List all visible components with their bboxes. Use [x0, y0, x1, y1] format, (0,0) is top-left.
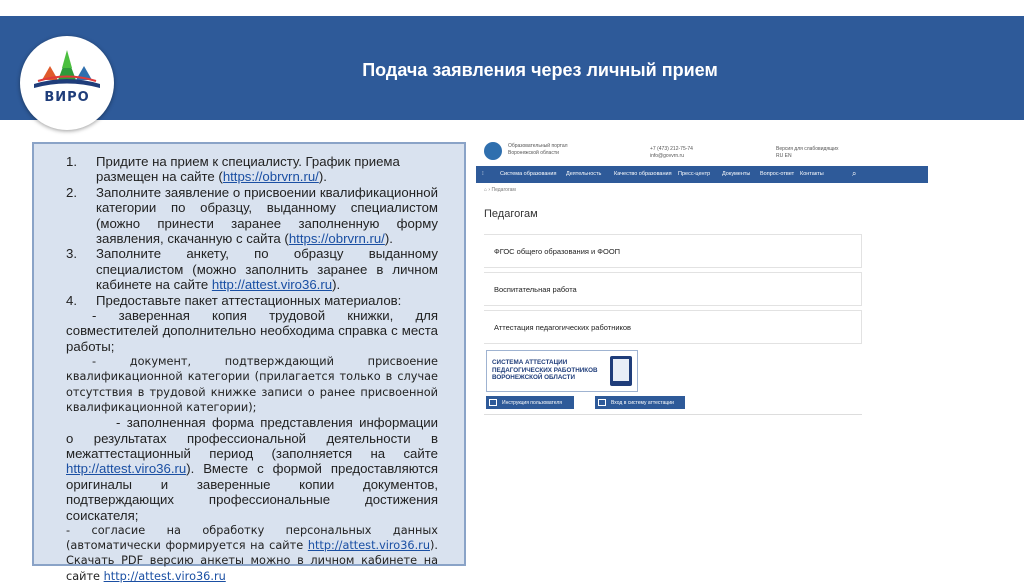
nav-item[interactable]: Документы	[722, 171, 751, 177]
page-title: Подача заявления через личный прием	[362, 60, 718, 80]
search-icon[interactable]: ⌕	[852, 169, 857, 178]
list-item	[34, 246, 468, 292]
accessibility-link[interactable]: Версия для слабовидящих	[776, 146, 839, 152]
nav-item[interactable]: Качество образования	[614, 171, 672, 177]
document-icon	[489, 399, 497, 406]
obrvrn-link[interactable]: https://obrvrn.ru/	[222, 169, 319, 185]
site-email: info@govvrn.ru	[650, 153, 684, 159]
instructions-panel	[32, 142, 466, 583]
sub-item-category-doc: - документ, подтверждающий присвоение квалификационной категории (прилагается только в случае отсутствия в трудовой книжке записи о ранее присвоенной квалификационной категории);	[66, 355, 438, 414]
nav-item[interactable]: Вопрос-ответ	[760, 171, 795, 177]
card-upbringing[interactable]	[484, 272, 862, 306]
card-attestation[interactable]	[484, 310, 862, 344]
nav-item[interactable]: Контакты	[800, 171, 824, 177]
card-label: ФГОС общего образования и ФООП	[494, 247, 621, 256]
item-text: Заполните заявление о присвоении квалификационной категории по образцу, выданному специалистом (можно принести заранее заполненную форму заявления, скачанную с сайта (	[96, 184, 438, 247]
item-text-end: ).	[318, 169, 327, 185]
item-number: 3.	[66, 246, 77, 262]
menu-icon[interactable]: ⁝	[482, 171, 484, 177]
item-number: 1.	[66, 154, 77, 169]
sub-text: - согласие на обработку персональных данных (автоматически формируется на сайте	[66, 523, 438, 553]
item-number: 2.	[66, 184, 77, 200]
login-icon	[598, 399, 606, 406]
instructions-list	[34, 154, 468, 584]
viro-logo	[20, 36, 114, 130]
obrvrn-link[interactable]: https://obrvrn.ru/	[288, 231, 385, 247]
list-item	[34, 185, 468, 247]
sub-text: - заполненная форма представления информации о результатах профессиональной деятельности в межаттестационный период (заполняется на сайте	[66, 415, 438, 461]
attest-link[interactable]: http://attest.viro36.ru	[307, 539, 430, 553]
tablet-icon	[609, 355, 633, 387]
sub-text-mid: ). Скачать PDF версию анкеты можно в личном кабинете на сайте	[66, 539, 438, 583]
nav-item[interactable]: Пресс-центр	[678, 171, 711, 177]
user-guide-button[interactable]	[486, 396, 574, 409]
nav-item[interactable]: Система образования	[500, 171, 557, 177]
header-bar	[0, 16, 1024, 120]
home-icon[interactable]: ⌂	[484, 187, 488, 193]
sub-text-end: ). Вместе с формой предоставляются оригиналы и заверенные копии документов, подтверждающих профессиональные достижения соискателя;	[66, 461, 438, 523]
site-nav	[476, 166, 928, 183]
list-item	[34, 154, 468, 185]
item-number: 4.	[66, 292, 77, 308]
item-text: Заполните анкету, по образцу выданному специалистом (можно заполнить заранее в личном кабинете на сайте	[96, 246, 438, 293]
card-label: Аттестация педагогических работников	[494, 323, 632, 332]
sub-item-work-book: - заверенная копия трудовой книжки, для совместителей дополнительно необходима справка с места работы;	[66, 308, 438, 354]
breadcrumb: ⌂ › Педагогам	[484, 187, 516, 193]
attestation-system-banner[interactable]	[486, 350, 638, 392]
website-screenshot	[476, 134, 928, 424]
site-header	[476, 134, 928, 164]
attest-link-2[interactable]: http://attest.viro36.ru	[103, 569, 226, 583]
item-text: Предоставьте пакет аттестационных материалов:	[96, 292, 402, 308]
divider	[484, 414, 862, 415]
site-phone: +7 (473) 212-75-74	[650, 146, 693, 152]
sub-item-consent	[34, 523, 468, 584]
login-attestation-button[interactable]	[595, 396, 685, 409]
banner-text: СИСТЕМА АТТЕСТАЦИИ ПЕДАГОГИЧЕСКИХ РАБОТНИКОВ ВОРОНЕЖСКОЙ ОБЛАСТИ	[492, 359, 598, 381]
language-switch[interactable]: RU EN	[776, 153, 792, 159]
org-name-1: Образовательный портал	[508, 143, 568, 149]
attest-link[interactable]: http://attest.viro36.ru	[66, 461, 187, 477]
tree-book-icon	[20, 36, 114, 96]
button-label: Вход в систему аттестации	[611, 400, 674, 406]
breadcrumb-current: Педагогам	[491, 187, 516, 193]
logo-text: ВИРО	[44, 90, 90, 105]
button-label: Инструкция пользователя	[502, 400, 562, 406]
item-text: Придите на прием к специалисту. График приема размещен на сайте (	[96, 154, 400, 185]
card-fgos[interactable]	[484, 234, 862, 268]
attest-link[interactable]: http://attest.viro36.ru	[211, 277, 333, 293]
list-item	[34, 293, 468, 308]
item-text-end: ).	[384, 231, 393, 247]
nav-item[interactable]: Деятельность	[566, 171, 602, 177]
card-label: Воспитательная работа	[494, 285, 577, 294]
item-text-end: ).	[332, 277, 341, 293]
org-name-2: Воронежской области	[508, 150, 559, 156]
site-page-title: Педагогам	[484, 208, 538, 220]
sub-item-results-form	[34, 415, 468, 523]
portal-logo-icon	[484, 142, 502, 160]
